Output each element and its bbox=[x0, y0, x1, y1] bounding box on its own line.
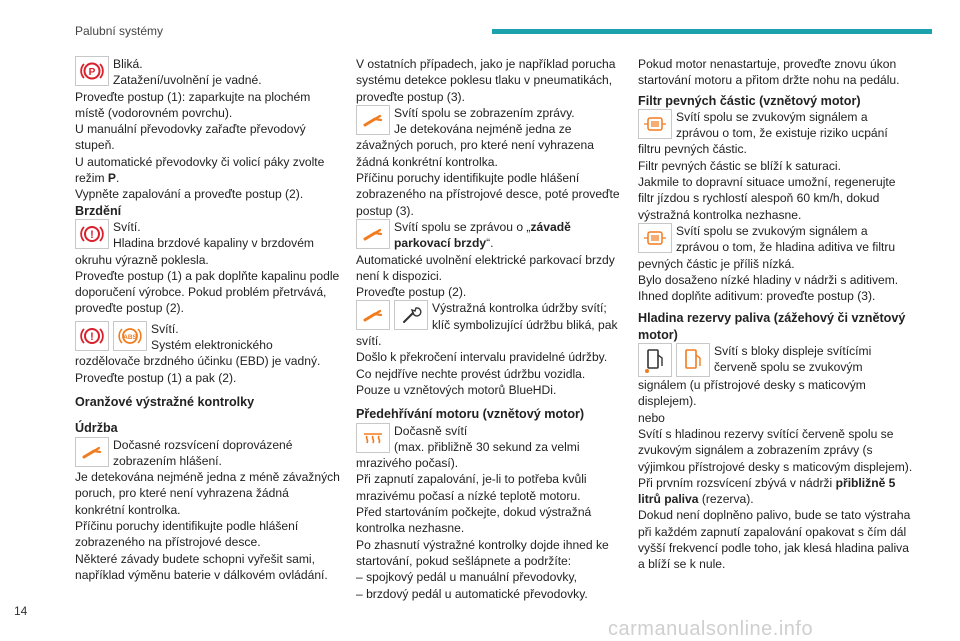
text: Výstražná kontrolka údržby svítí; bbox=[432, 301, 607, 316]
parking-brake-icon bbox=[75, 56, 109, 86]
text: Bliká. bbox=[113, 57, 143, 71]
text: parkovací brzdy“. bbox=[394, 236, 494, 251]
service-wrench-icon bbox=[356, 300, 390, 330]
paragraph: filtru pevných částic. bbox=[638, 142, 747, 157]
paragraph: Proveďte postup (1) a pak doplňte kapalinu podle doporučení výrobce. Pokud problém přetrvává, proveďte postup (2). bbox=[75, 268, 340, 316]
section-heading: Údržba bbox=[75, 421, 118, 436]
paragraph: okruhu výrazně poklesla. bbox=[75, 252, 209, 267]
paragraph: Automatické uvolnění elektrické parkovací brzdy není k dispozici. bbox=[356, 252, 615, 283]
text: zprávou o tom, že existuje riziko ucpání bbox=[676, 126, 888, 141]
paragraph: Před startováním počkejte, dokud výstražná kontrolka nezhasne. bbox=[356, 505, 592, 536]
paragraph: Proveďte postup (2). bbox=[356, 285, 467, 300]
paragraph: Svítí s hladinou rezervy svítící červeně spolu se zvukovým signálem a zobrazením zprávy (s výjimkou přístrojové desky s maticovým displejem). bbox=[638, 426, 913, 474]
service-wrench-icon bbox=[356, 219, 390, 249]
paragraph: Při zapnutí zapalování, je-li to potřeba kvůli mrazivému počasí a nízké teplotě motoru. bbox=[356, 472, 587, 503]
paragraph: rozdělovače brzdného účinku (EBD) je vadný. bbox=[75, 354, 321, 369]
fuel-pump-icon bbox=[638, 343, 672, 377]
text: Svítí spolu se zvukovým signálem a bbox=[676, 223, 868, 238]
text: zprávou o tom, že hladina aditiva ve filtru bbox=[676, 240, 896, 255]
svg-text:ABS: ABS bbox=[123, 333, 137, 341]
paragraph: mrazivého počasí). bbox=[356, 456, 459, 471]
paragraph: Některé závady budete schopni vyřešit sami, například výměnu baterie v dálkovém ovládání. bbox=[75, 551, 328, 582]
paragraph: Vypněte zapalování a proveďte postup (2). bbox=[75, 187, 304, 202]
section-heading: Hladina rezervy paliva (zážehový či vznětový motor) bbox=[638, 311, 906, 342]
watermark: carmanualsonline.info bbox=[608, 618, 814, 640]
preheat-coil-icon bbox=[356, 423, 390, 453]
svg-text:!: ! bbox=[90, 228, 94, 241]
paragraph: závažných poruch, pro které není vyhrazena žádná konkrétní kontrolka. bbox=[356, 138, 594, 169]
paragraph: Je detekována nejméně jedna z méně závažných poruch, pro které není vyhrazena žádná konkrétní kontrolka. bbox=[75, 470, 340, 517]
paragraph: Po zhasnutí výstražné kontrolky dojde ihned ke startování, pokud sešlápnete a podržíte: bbox=[356, 537, 609, 568]
text: Systém elektronického bbox=[151, 338, 273, 353]
page-number: 14 bbox=[14, 604, 28, 618]
svg-text:P: P bbox=[88, 67, 96, 78]
text: (max. přibližně 30 sekund za velmi bbox=[394, 439, 580, 454]
text: Svítí. bbox=[113, 219, 141, 234]
paragraph: U manuální převodovky zařaďte převodový stupeň. bbox=[75, 122, 306, 153]
brake-icon bbox=[75, 219, 109, 249]
paragraph: Co nejdříve nechte provést údržbu vozidla. bbox=[356, 366, 586, 381]
fuel-pump-icon bbox=[676, 343, 710, 377]
dpf-icon bbox=[638, 223, 672, 253]
text: červeně spolu se zvukovým bbox=[714, 360, 863, 375]
section-heading: Předehřívání motoru (vznětový motor) bbox=[356, 407, 585, 422]
section-heading: Brzdění bbox=[75, 203, 122, 218]
column-1 bbox=[75, 56, 340, 583]
service-wrench-icon bbox=[75, 437, 109, 467]
paragraph: Příčinu poruchy identifikujte podle hlášení zobrazeného na přístrojové desce. bbox=[75, 519, 299, 550]
text: klíč symbolizující údržbu bliká, pak bbox=[432, 317, 618, 332]
paragraph: Proveďte postup (1) a pak (2). bbox=[75, 370, 237, 385]
section-heading: Oranžové výstražné kontrolky bbox=[75, 394, 255, 409]
service-wrench-icon bbox=[356, 105, 390, 135]
paragraph: Pokud motor nenastartuje, proveďte znovu úkon startování motoru a přitom držte nohu na pedálu. bbox=[638, 57, 900, 88]
paragraph: Příčinu poruchy identifikujte podle hlášení zobrazeného na přístrojové desce, poté proveďte postup (3). bbox=[356, 171, 620, 218]
paragraph: Dokud není doplněno palivo, bude se tato výstraha při každém zapnutí zapalování opakovat s čím dál vyšší frekvencí podle toho, jak klesá hladina paliva a blíží se k nule. bbox=[638, 508, 911, 572]
paragraph: U automatické převodovky či volicí páky zvolte režim P. bbox=[75, 154, 325, 186]
text: Hladina brzdové kapaliny v brzdovém bbox=[113, 236, 314, 251]
text: Svítí spolu se zobrazením zprávy. bbox=[394, 105, 575, 120]
abs-icon bbox=[113, 321, 147, 351]
text: Je detekována nejméně jedna ze bbox=[394, 122, 572, 137]
header-accent-bar bbox=[492, 29, 932, 34]
paragraph: Jakmile to dopravní situace umožní, regenerujte filtr jízdou s rychlostí alespoň 60 km/h, dokud výstražná kontrolka nezhasne. bbox=[638, 175, 896, 222]
text: Dočasné rozsvícení doprovázené bbox=[113, 437, 293, 452]
dpf-icon bbox=[638, 109, 672, 139]
paragraph: Proveďte postup (1): zaparkujte na plochém místě (vodorovném povrchu). bbox=[75, 89, 311, 120]
spanner-icon bbox=[394, 300, 428, 330]
text: Svítí spolu se zprávou o „závadě bbox=[394, 219, 571, 234]
paragraph: pevných částic je příliš nízká. bbox=[638, 256, 795, 271]
paragraph: svítí. bbox=[356, 334, 382, 349]
text: Svítí spolu se zvukovým signálem a bbox=[676, 109, 868, 124]
text: Svítí s bloky displeje svítícími bbox=[714, 344, 872, 359]
paragraph: Filtr pevných částic se blíží k saturaci. bbox=[638, 158, 841, 173]
paragraph: Bylo dosaženo nízké hladiny v nádrži s aditivem. Ihned doplňte aditivum: proveďte postup (3). bbox=[638, 272, 899, 304]
paragraph: signálem (u přístrojové desky s maticovým displejem). bbox=[638, 378, 866, 409]
column-3 bbox=[638, 56, 913, 573]
paragraph: Pouze u vznětových motorů BlueHDi. bbox=[356, 382, 557, 397]
list-item: – brzdový pedál u automatické převodovky. bbox=[356, 586, 588, 601]
paragraph: Při prvním rozsvícení zbývá v nádrži přibližně 5 litrů paliva (rezerva). bbox=[638, 475, 896, 507]
brake-icon bbox=[75, 321, 109, 351]
section-heading: Filtr pevných částic (vznětový motor) bbox=[638, 93, 861, 108]
text: Dočasně svítí bbox=[394, 423, 468, 438]
text: Zatažení/uvolnění je vadné. bbox=[113, 73, 262, 88]
paragraph: nebo bbox=[638, 410, 665, 425]
text: zobrazením hlášení. bbox=[113, 453, 222, 468]
text: Svítí. bbox=[151, 321, 179, 336]
header-title: Palubní systémy bbox=[75, 24, 164, 38]
svg-text:!: ! bbox=[90, 330, 94, 343]
list-item: – spojkový pedál u manuální převodovky, bbox=[356, 570, 577, 585]
column-2 bbox=[356, 56, 624, 602]
paragraph: V ostatních případech, jako je například porucha systému detekce poklesu tlaku v pneumatikách, proveďte postup (3). bbox=[356, 57, 616, 104]
paragraph: Došlo k překročení intervalu pravidelné údržby. bbox=[356, 350, 608, 365]
